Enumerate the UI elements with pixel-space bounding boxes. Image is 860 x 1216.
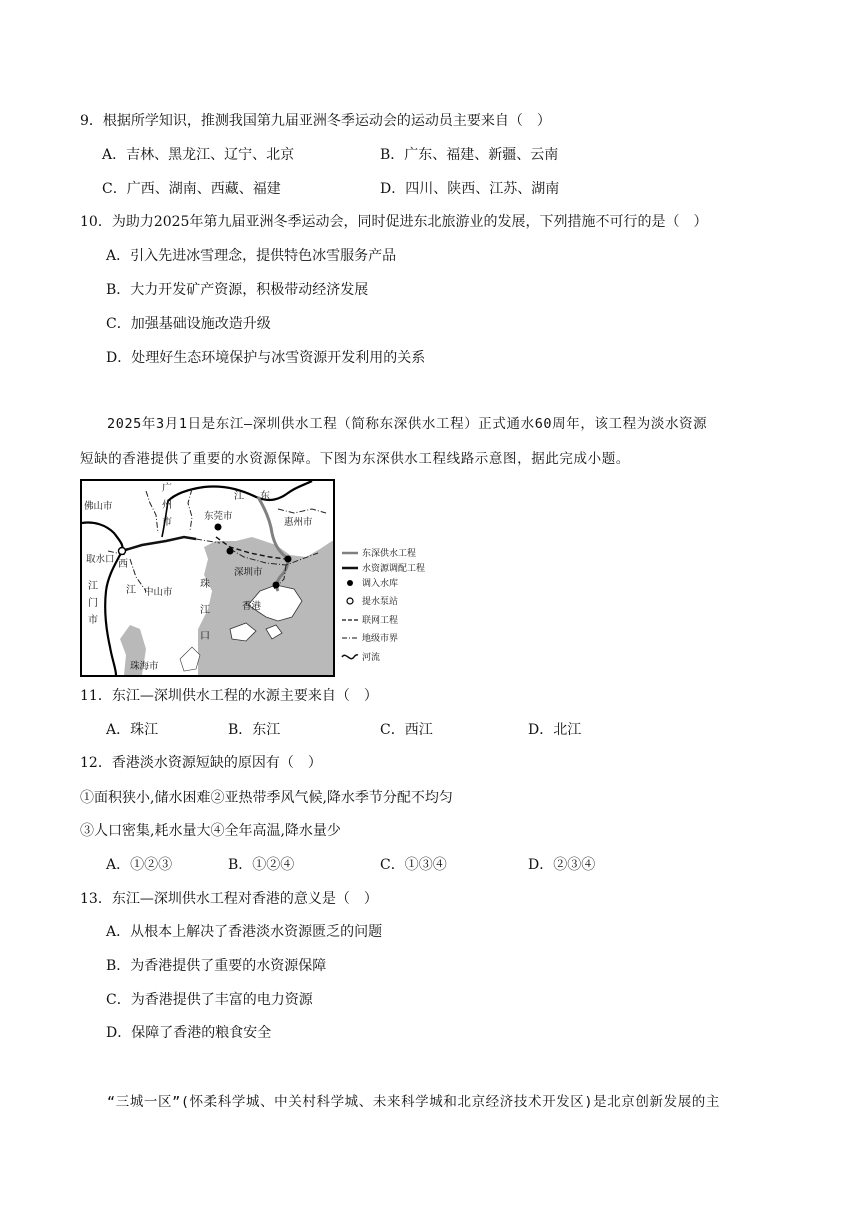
q9-stem: 9．根据所学知识，推测我国第九届亚洲冬季运动会的运动员主要来自（ ） — [80, 113, 551, 129]
label-xianggang: 香港 — [242, 601, 262, 612]
label-shenzhen: 深圳市 — [234, 567, 263, 578]
label-huizhou: 惠州市 — [284, 517, 313, 528]
label-xijiang-2: 江 — [126, 585, 136, 596]
q12-option-b: B．①②④ — [228, 857, 295, 873]
q10-stem: 10．为助力2025年第九届亚洲冬季运动会，同时促进东北旅游业的发展，下列措施不可行的是（ ） — [80, 214, 708, 230]
passage-line-2: 短缺的香港提供了重要的水资源保障。下图为东深供水工程线路示意图，据此完成小题。 — [80, 451, 630, 467]
q11-stem: 11．东江—深圳供水工程的水源主要来自（ ） — [80, 688, 378, 704]
q11-option-d: D．北江 — [528, 722, 582, 738]
legend-pump: 提水泵站 — [362, 597, 399, 607]
q10-option-a: A．引入先进冰雪理念，提供特色冰雪服务产品 — [106, 248, 397, 264]
label-dongjiang-1: 江 — [234, 491, 244, 502]
q9-option-a: A．吉林、黑龙江、辽宁、北京 — [102, 147, 295, 163]
q12-option-c: C．①③④ — [380, 857, 447, 873]
label-jiangmen-3: 市 — [88, 615, 98, 626]
legend-river: 河流 — [362, 653, 381, 663]
q12-stem: 12．香港淡水资源短缺的原因有（ ） — [80, 755, 322, 771]
q9-option-d: D．四川、陕西、江苏、湖南 — [380, 181, 560, 197]
q11-option-a: A．珠江 — [106, 722, 159, 738]
label-zhongshan: 中山市 — [144, 587, 173, 598]
label-dongguan: 东莞市 — [204, 511, 233, 522]
label-guangzhou-1: 广 — [162, 483, 172, 494]
q10-option-b: B．大力开发矿产资源，积极带动经济发展 — [106, 282, 369, 298]
q11-option-b: B．东江 — [228, 722, 281, 738]
label-foshan: 佛山市 — [84, 501, 113, 512]
reservoir-dongguan — [215, 524, 222, 531]
q12-option-a: A．①②③ — [106, 857, 173, 873]
q12-option-d: D．②③④ — [528, 857, 596, 873]
q10-option-c: C．加强基础设施改造升级 — [106, 316, 271, 332]
q13-stem: 13．东江—深圳供水工程对香港的意义是（ ） — [80, 891, 378, 907]
label-zhujiangkou-2: 江 — [200, 605, 210, 616]
q9-option-b: B．广东、福建、新疆、云南 — [380, 147, 559, 163]
label-zhuhai: 珠海市 — [130, 661, 159, 672]
q13-option-a: A．从根本上解决了香港淡水资源匮乏的问题 — [106, 924, 383, 940]
passage-dongshen — [80, 414, 780, 484]
label-guangzhou-2: 州 — [162, 500, 172, 511]
q10-option-d: D．处理好生态环境保护与冰雪资源开发利用的关系 — [106, 350, 426, 366]
label-zhujiangkou-1: 珠 — [200, 579, 210, 590]
q12-item-line-1: ①面积狭小,储水困难②亚热带季风气候,降水季节分配不均匀 — [80, 790, 453, 806]
passage-beijing — [80, 1092, 780, 1127]
q12-item-line-2: ③人口密集,耗水量大④全年高温,降水量少 — [80, 823, 341, 839]
label-dongjiang-2: 东 — [260, 491, 270, 502]
legend-network: 联网工程 — [362, 616, 399, 626]
reservoir-shenzhen-2 — [285, 556, 292, 563]
passage-line-1: 2025年3月1日是东江—深圳供水工程（简称东深供水工程）正式通水60周年，该工程为淡水资源 — [107, 416, 708, 432]
passage2-line-1: “三城一区”(怀柔科学城、中关村科学城、未来科学城和北京经济技术开发区)是北京创新发展的主 — [107, 1094, 721, 1110]
label-qushuikou: 取水口 — [86, 554, 115, 565]
label-jiangmen-2: 门 — [88, 598, 98, 609]
pumping-station — [119, 548, 126, 555]
q9-option-c: C．广西、湖南、西藏、福建 — [102, 181, 281, 197]
dongshen-water-map — [80, 479, 426, 678]
q13-option-b: B．为香港提供了重要的水资源保障 — [106, 958, 327, 974]
q13-option-d: D．保障了香港的粮食安全 — [106, 1025, 272, 1041]
label-guangzhou-3: 市 — [162, 517, 172, 528]
q11-option-c: C．西江 — [380, 722, 433, 738]
reservoir-hk — [273, 582, 280, 589]
map-legend — [342, 547, 425, 663]
q13-option-c: C．为香港提供了丰富的电力资源 — [106, 992, 313, 1008]
legend-transfer: 水资源调配工程 — [362, 564, 426, 574]
label-xijiang-1: 西 — [118, 559, 128, 570]
legend-boundary: 地级市界 — [362, 634, 399, 644]
legend-dongshen: 东深供水工程 — [362, 549, 417, 559]
label-zhujiangkou-3: 口 — [200, 631, 210, 642]
label-jiangmen-1: 江 — [88, 581, 98, 592]
legend-reservoir: 调入水库 — [362, 579, 399, 589]
reservoir-shenzhen-1 — [227, 548, 234, 555]
